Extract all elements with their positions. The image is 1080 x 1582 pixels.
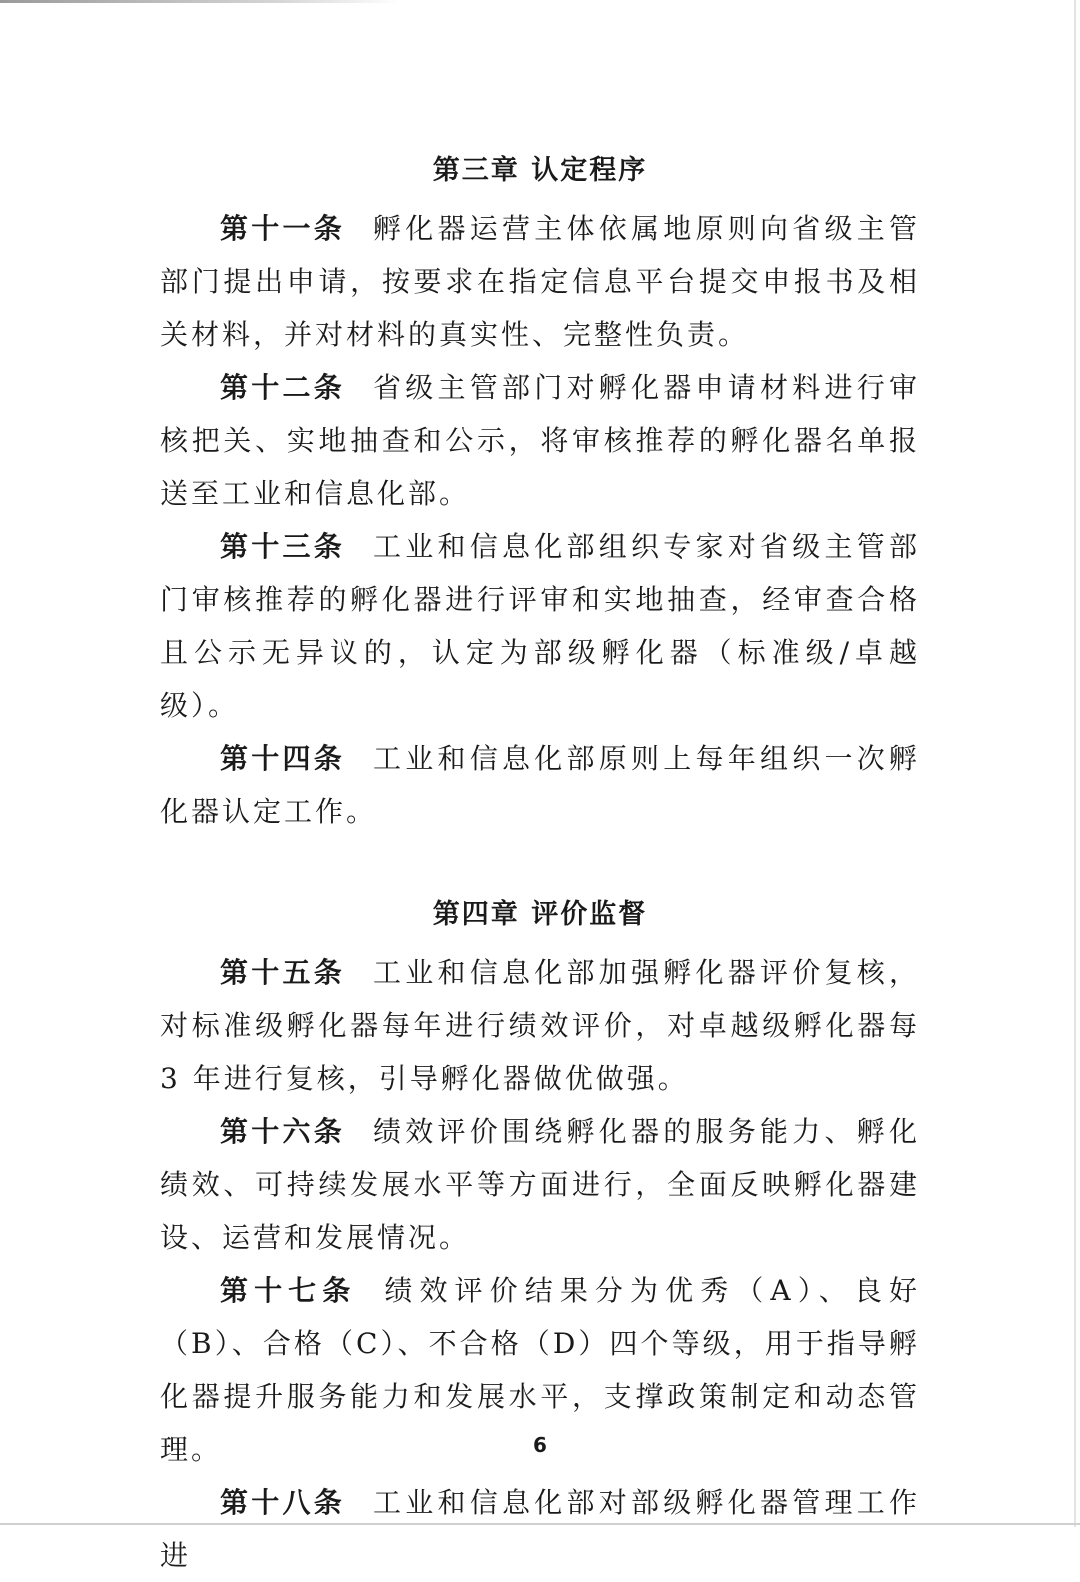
chapter-4 — [160, 884, 920, 1582]
chapter-spacer — [160, 838, 920, 884]
article-text: 绩效评价围绕孵化器的服务能力、孵化绩效、可持续发展水平等方面进行，全面反映孵化器建设、运营和发展情况。 — [160, 1115, 920, 1254]
scan-edge-right — [1074, 0, 1076, 1527]
scan-edge-top — [0, 0, 400, 3]
chapter-3 — [160, 140, 920, 838]
article-12 — [160, 361, 920, 520]
article-number: 第十四条 — [220, 742, 345, 775]
article-16 — [160, 1105, 920, 1264]
article-18 — [160, 1476, 920, 1582]
chapter-title: 第四章 评价监督 — [432, 899, 648, 930]
article-text: 工业和信息化部加强孵化器评价复核，对标准级孵化器每年进行绩效评价，对卓越级孵化器每 3 年进行复核，引导孵化器做优做强。 — [160, 956, 920, 1095]
article-14 — [160, 732, 920, 838]
article-text: 孵化器运营主体依属地原则向省级主管部门提出申请，按要求在指定信息平台提交申报书及相关材料，并对材料的真实性、完整性负责。 — [160, 212, 920, 351]
article-number: 第十五条 — [220, 956, 345, 989]
article-11 — [160, 202, 920, 361]
article-text: 工业和信息化部组织专家对省级主管部门审核推荐的孵化器进行评审和实地抽查，经审查合格且公示无异议的，认定为部级孵化器（标准级/卓越级）。 — [160, 530, 920, 722]
article-number: 第十七条 — [220, 1274, 357, 1307]
article-number: 第十六条 — [220, 1115, 345, 1148]
article-text: 工业和信息化部对部级孵化器管理工作进 — [160, 1486, 920, 1572]
article-number: 第十二条 — [220, 371, 345, 404]
article-number: 第十一条 — [220, 212, 345, 245]
article-text: 绩效评价结果分为优秀（A）、良好（B）、合格（C）、不合格（D）四个等级，用于指导孵化器提升服务能力和发展水平，支撑政策制定和动态管理。 — [160, 1274, 920, 1466]
article-text: 省级主管部门对孵化器申请材料进行审核把关、实地抽查和公示，将审核推荐的孵化器名单报送至工业和信息化部。 — [160, 371, 920, 510]
article-number: 第十三条 — [220, 530, 345, 563]
article-15 — [160, 946, 920, 1105]
article-13 — [160, 520, 920, 732]
page-number: 6 — [533, 1433, 547, 1457]
chapter-title: 第三章 认定程序 — [432, 155, 648, 186]
article-number: 第十八条 — [220, 1486, 345, 1519]
article-text: 工业和信息化部原则上每年组织一次孵化器认定工作。 — [160, 742, 920, 828]
document-body — [160, 140, 920, 1582]
